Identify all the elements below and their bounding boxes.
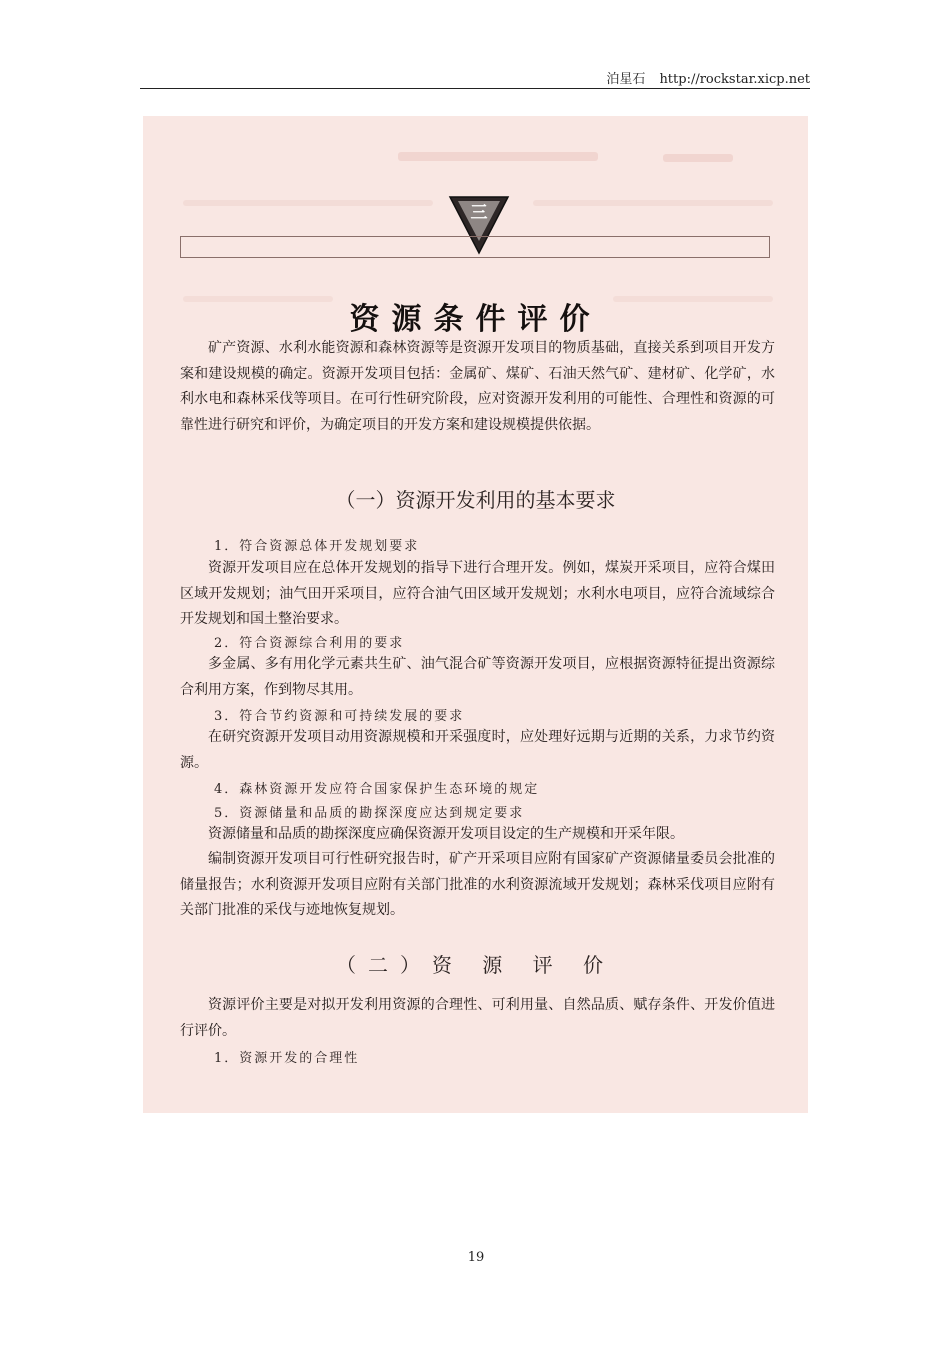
chapter-number: 三 — [470, 203, 488, 223]
item-2-heading: 2．符合资源综合利用的要求 — [214, 636, 405, 651]
bleed-through-mark — [398, 152, 598, 161]
header-author: 泊星石 — [606, 72, 646, 87]
bleed-through-mark — [183, 200, 433, 206]
item-1-heading: 1．符合资源总体开发规划要求 — [214, 539, 420, 554]
item-3-text: 在研究资源开发项目动用资源规模和开采强度时，应处理好远期与近期的关系，力求节约资源。 — [180, 729, 775, 771]
bleed-through-mark — [663, 154, 733, 162]
chapter-title: 资源条件评价 — [349, 302, 602, 337]
item-3-heading: 3．符合节约资源和可持续发展的要求 — [214, 709, 465, 724]
page-number: 19 — [467, 1250, 485, 1265]
scanned-page — [143, 116, 808, 1113]
item-2-text: 多金属、多有用化学元素共生矿、油气混合矿等资源开发项目，应根据资源特征提出资源综合利用方案，作到物尽其用。 — [180, 656, 775, 698]
header-rule — [140, 88, 810, 89]
chapter-rule-box — [180, 236, 770, 258]
item-5-heading: 5．资源储量和品质的勘探深度应达到规定要求 — [214, 806, 525, 821]
item-5-text: 资源储量和品质的勘探深度应确保资源开发项目设定的生产规模和开采年限。 — [208, 826, 684, 842]
page-header — [140, 68, 810, 88]
chapter-intro: 矿产资源、水利水能资源和森林资源等是资源开发项目的物质基础，直接关系到项目开发方案和建设规模的确定。资源开发项目包括：金属矿、煤矿、石油天然气矿、建材矿、化学矿，水利水电和森林采伐等项目。在可行性研究阶段，应对资源开发利用的可能性、合理性和资源的可靠性进行研究和评价，为确定项目的开发方案和建设规模提供依据。 — [180, 340, 775, 433]
bleed-through-mark — [533, 200, 773, 206]
header-site: http://rockstar.xicp.net — [659, 72, 810, 87]
section-1-title: （一）资源开发利用的基本要求 — [335, 488, 616, 512]
section-1-closing: 编制资源开发项目可行性研究报告时，矿产开采项目应附有国家矿产资源储量委员会批准的储量报告；水利资源开发项目应附有关部门批准的水利资源流域开发规划；森林采伐项目应附有关部门批准的采伐与迹地恢复规划。 — [180, 851, 775, 918]
section-2-title: （二）资 源 评 价 — [335, 953, 616, 977]
item-4-heading: 4．森林资源开发应符合国家保护生态环境的规定 — [214, 782, 540, 797]
item-1-text: 资源开发项目应在总体开发规划的指导下进行合理开发。例如，煤炭开采项目，应符合煤田区域开发规划；油气田开采项目，应符合油气田区域开发规划；水利水电项目，应符合流域综合开发规划和国土整治要求。 — [180, 560, 775, 627]
section-2-intro: 资源评价主要是对拟开发利用资源的合理性、可利用量、自然品质、赋存条件、开发价值进行评价。 — [180, 997, 775, 1039]
section-2-item-1-heading: 1．资源开发的合理性 — [214, 1051, 360, 1066]
